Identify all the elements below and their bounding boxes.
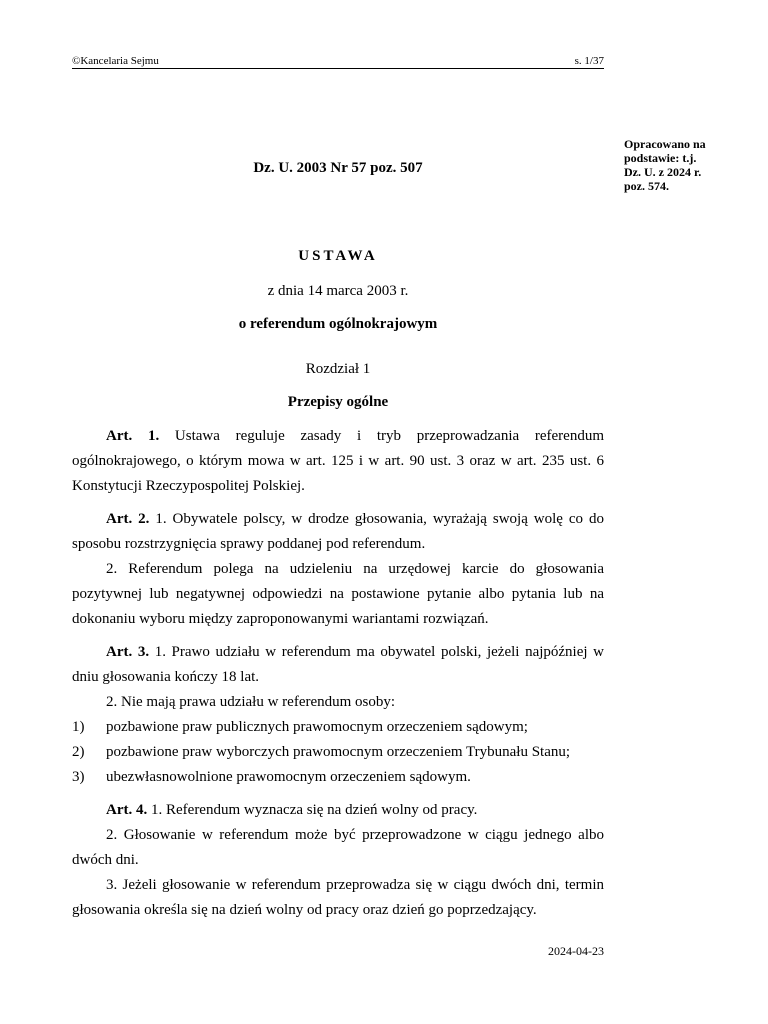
source-note-line: Dz. U. z 2024 r. [624,165,702,179]
footer-date: 2024-04-23 [548,944,604,958]
list-item-text: pozbawione praw publicznych prawomocnym orzeczeniem sądowym; [106,719,528,735]
article-text: 1. Referendum wyznacza się na dzień wolny od pracy. [147,802,478,818]
article-4-paragraph-3: 3. Jeżeli głosowanie w referendum przeprowadza się w ciągu dwóch dni, termin głosowania określa się na dzień wolny od pracy oraz dzień go poprzedzający. [72,877,604,918]
list-item [72,715,604,740]
list-item-text: pozbawione praw wyborczych prawomocnym orzeczeniem Trybunału Stanu; [106,744,571,760]
list-item-number: 2) [72,744,85,760]
article-text: 1. Prawo udziału w referendum ma obywatel polski, jeżeli najpóźniej w dniu głosowania kończy 18 lat. [72,644,604,685]
article-label: Art. 4. [106,802,148,818]
source-note [624,137,722,193]
act-date: z dnia 14 marca 2003 r. [267,283,409,299]
document-body [72,424,604,923]
article-1 [72,424,604,499]
article-2 [72,507,604,557]
list-item [72,765,604,790]
article-label: Art. 2. [106,511,150,527]
list-item-number: 1) [72,719,85,735]
list-item [72,740,604,765]
page-number: s. 1/37 [574,55,604,67]
page-header [72,54,604,69]
article-label: Art. 3. [106,644,150,660]
list-item-number: 3) [72,769,85,785]
article-4-paragraph-2: 2. Głosowanie w referendum może być przeprowadzone w ciągu jednego albo dwóch dni. [72,827,604,868]
chapter-title: Przepisy ogólne [287,394,389,410]
article-text: 1. Obywatele polscy, w drodze głosowania, wyrażają swoją wolę co do sposobu rozstrzygnięcia sprawy poddanej pod referendum. [72,511,604,552]
article-2-paragraph-2: 2. Referendum polega na udzieleniu na urzędowej karcie do głosowania pozytywnej lub negatywnej odpowiedzi na postawione pytanie albo pytania lub na dokonaniu wyboru między zaproponowanymi wariantami rozwiązań. [72,561,604,627]
journal-reference: Dz. U. 2003 Nr 57 poz. 507 [253,160,423,176]
publisher-label: ©Kancelaria Sejmu [72,55,159,67]
article-label: Art. 1. [106,428,160,444]
source-note-line: poz. 574. [624,179,669,193]
source-note-line: podstawie: t.j. [624,151,697,165]
act-subject: o referendum ogólnokrajowym [238,316,438,332]
article-3 [72,640,604,690]
source-note-line: Opracowano na [624,137,706,151]
list-item-text: ubezwłasnowolnione prawomocnym orzeczeniem sądowym. [106,769,471,785]
chapter-number: Rozdział 1 [305,361,371,377]
article-text: Ustawa reguluje zasady i tryb przeprowadzania referendum ogólnokrajowego, o którym mowa w art. 125 i w art. 90 ust. 3 oraz w art. 235 ust. 6 Konstytucji Rzeczypospolitej Polskiej. [72,428,604,494]
article-3-paragraph-2: 2. Nie mają prawa udziału w referendum osoby: [106,694,396,710]
act-title: USTAWA [298,248,378,264]
article-4 [72,798,604,823]
